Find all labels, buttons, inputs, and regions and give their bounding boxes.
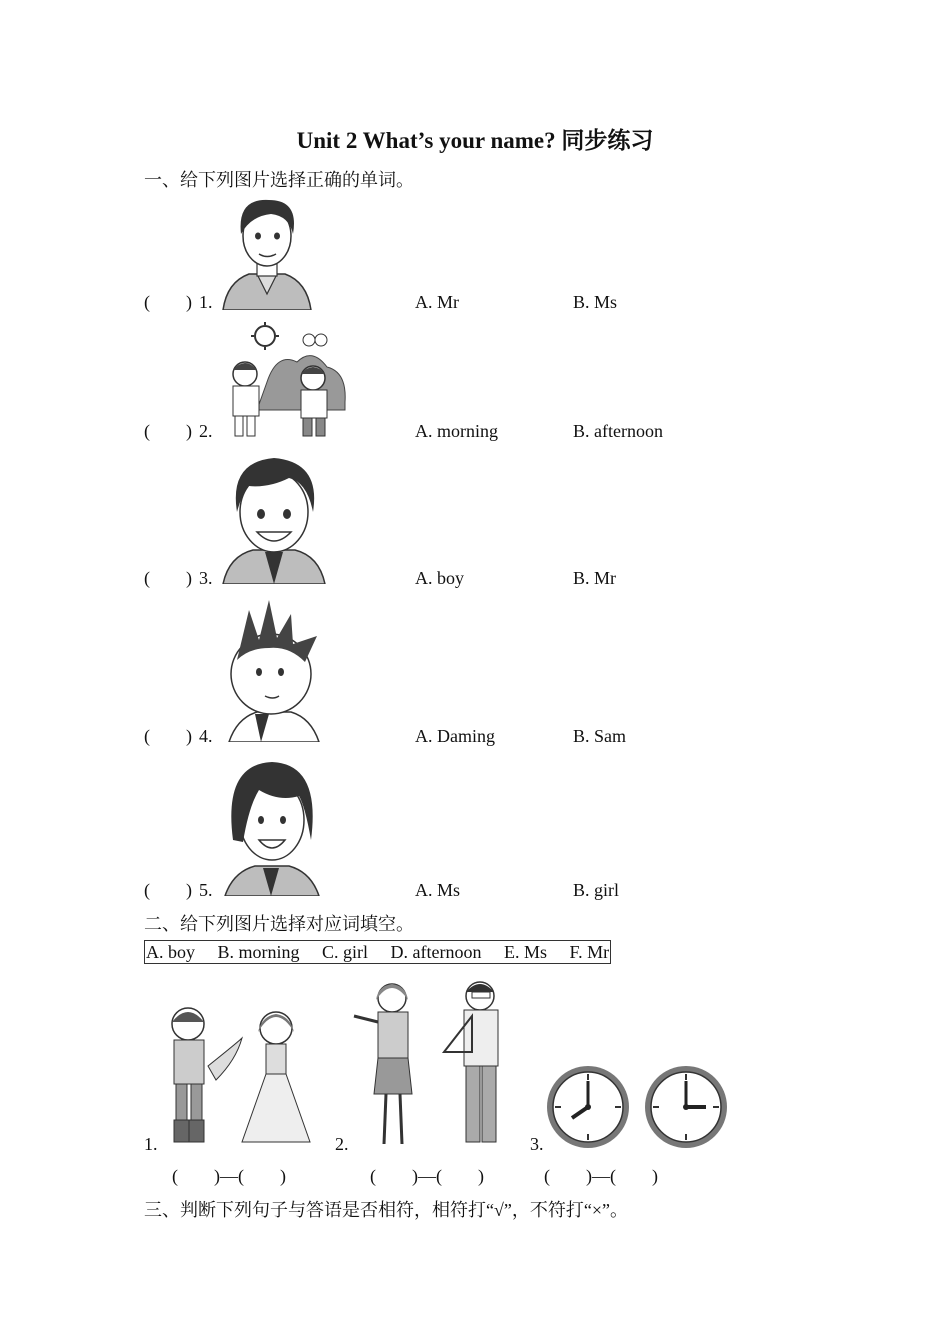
smiling-boy-image: [219, 452, 329, 584]
question-3-option-a: A. boy: [415, 568, 464, 588]
word-option-f: F. Mr: [569, 942, 610, 962]
question-3-number: 3.: [199, 568, 213, 588]
question-5-option-a: A. Ms: [415, 880, 461, 900]
question-4-option-a: A. Daming: [415, 726, 495, 746]
man-portrait-image: [219, 194, 315, 310]
picture-1-answer[interactable]: ( )—( ): [172, 1166, 286, 1186]
question-2-blank[interactable]: ( ): [144, 421, 192, 441]
question-5-number: 5.: [199, 880, 213, 900]
question-1-blank[interactable]: ( ): [144, 292, 192, 312]
woman-and-man-teachers-image: [348, 976, 513, 1151]
two-children-sun-image: [217, 322, 347, 438]
question-4-blank[interactable]: ( ): [144, 726, 192, 746]
picture-3-answer[interactable]: ( )—( ): [544, 1166, 658, 1186]
smiling-girl-image: [219, 756, 325, 896]
boy-spiky-hair-image: [219, 600, 329, 742]
two-clocks-image: [546, 1064, 728, 1150]
section1-heading: 一、给下列图片选择正确的单词。: [144, 170, 414, 190]
picture-3-number: 3.: [530, 1134, 544, 1154]
question-2-number: 2.: [199, 421, 213, 441]
question-3-blank[interactable]: ( ): [144, 568, 192, 588]
word-option-d: D. afternoon: [390, 942, 482, 962]
word-bank-box: [144, 940, 611, 964]
question-1-option-b: B. Ms: [573, 292, 618, 312]
word-option-b: B. morning: [217, 942, 300, 962]
picture-2-number: 2.: [335, 1134, 349, 1154]
question-4-number: 4.: [199, 726, 213, 746]
word-option-e: E. Ms: [504, 942, 548, 962]
clock-three-icon: [645, 1066, 727, 1148]
word-option-c: C. girl: [322, 942, 369, 962]
question-1-option-a: A. Mr: [415, 292, 459, 312]
section2-heading: 二、给下列图片选择对应词填空。: [144, 914, 414, 934]
question-2-option-b: B. afternoon: [573, 421, 663, 441]
boy-and-girl-image: [160, 1002, 315, 1152]
question-1-number: 1.: [199, 292, 213, 312]
picture-1-number: 1.: [144, 1134, 158, 1154]
section3-heading: 三、判断下列句子与答语是否相符，相符打“√”，不符打“×”。: [144, 1200, 628, 1220]
page-title: Unit 2 What’s your name? 同步练习: [296, 128, 654, 153]
question-5-option-b: B. girl: [573, 880, 620, 900]
question-4-option-b: B. Sam: [573, 726, 627, 746]
question-5-blank[interactable]: ( ): [144, 880, 192, 900]
question-3-option-b: B. Mr: [573, 568, 617, 588]
question-2-option-a: A. morning: [415, 421, 498, 441]
picture-2-answer[interactable]: ( )—( ): [370, 1166, 484, 1186]
clock-eight-icon: [547, 1066, 629, 1148]
word-option-a: A. boy: [146, 942, 195, 962]
